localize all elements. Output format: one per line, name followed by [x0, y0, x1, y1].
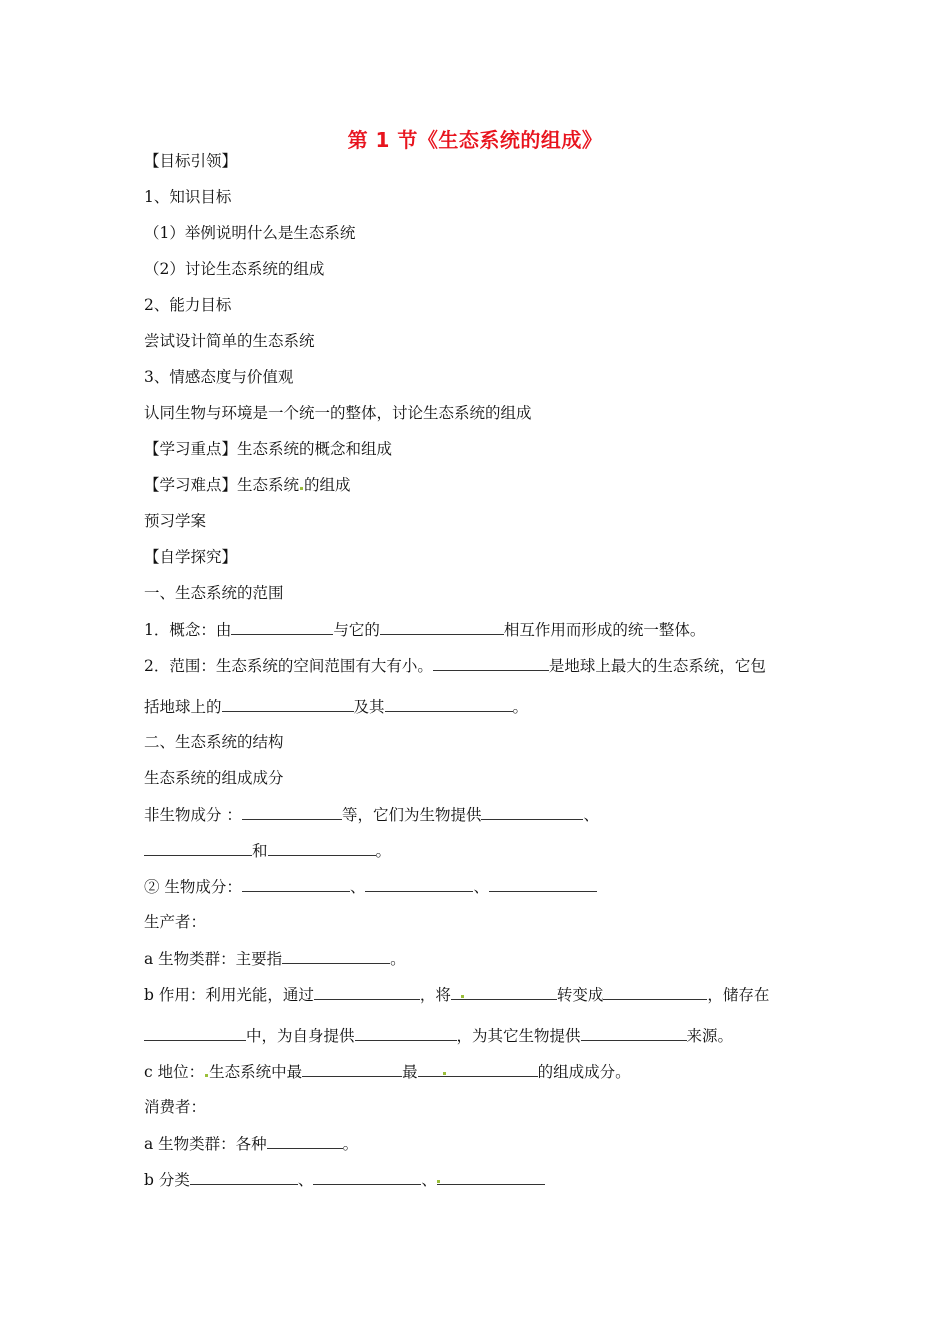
producer-role-text-e: 中，为自身提供 [246, 1027, 355, 1045]
producer-heading: 生产者： [144, 913, 207, 931]
knowledge-goal-heading: 1、知识目标 [144, 188, 232, 206]
knowledge-goal-2: （2）讨论生态系统的组成 [144, 260, 325, 278]
biotic-text-b: 、 [349, 878, 366, 896]
answer-blank[interactable] [144, 840, 252, 856]
green-dot-mark [300, 487, 303, 490]
producer-role-text-c: 转变成 [556, 986, 604, 1004]
abiotic-line [144, 804, 599, 825]
biotic-line [144, 876, 597, 897]
ability-goal-heading: 2、能力目标 [144, 296, 232, 314]
producer-role-line [144, 984, 769, 1005]
answer-blank[interactable] [242, 876, 350, 892]
answer-blank[interactable] [313, 1169, 421, 1185]
answer-blank[interactable] [385, 696, 513, 712]
answer-blank[interactable] [222, 696, 354, 712]
producer-role-text-d: ，储存在 [707, 986, 770, 1004]
producer-role-text-g: 来源。 [686, 1027, 734, 1045]
answer-blank[interactable] [314, 984, 420, 1000]
knowledge-goal-1: （1）举例说明什么是生态系统 [144, 224, 356, 242]
section-heading-goals: 【目标引领】 [144, 152, 238, 170]
answer-blank[interactable] [380, 619, 504, 635]
difficulty-text-b: 的组成 [304, 476, 351, 494]
answer-blank[interactable] [481, 804, 583, 820]
producer-position-text-c: 最 [402, 1063, 418, 1081]
producer-role-text-f: ，为其它生物提供 [456, 1027, 581, 1045]
consumer-heading: 消费者： [144, 1098, 207, 1116]
green-dot-mark [437, 1180, 440, 1183]
answer-blank[interactable] [242, 804, 342, 820]
ability-goal-text: 尝试设计简单的生态系统 [144, 332, 315, 350]
answer-blank[interactable] [433, 655, 549, 671]
concept-text-c: 相互作用而形成的统一整体。 [503, 621, 706, 639]
page-title: 第 1 节《生态系统的组成》 [347, 128, 603, 152]
concept-line [144, 619, 705, 640]
abiotic-text-a: 非生物成分 ： [144, 806, 242, 824]
attitude-goal-heading: 3、情感态度与价值观 [144, 368, 294, 386]
scope-text-d: 及其 [353, 698, 385, 716]
answer-blank[interactable] [437, 1169, 545, 1185]
producer-group-text-a: a 生物类群：主要指 [144, 950, 283, 968]
green-dot-mark [443, 1072, 446, 1075]
preview-heading: 预习学案 [144, 512, 207, 530]
abiotic-text-e: 。 [375, 842, 392, 860]
self-study-heading: 【自学探究】 [144, 548, 238, 566]
green-dot-mark [205, 1074, 208, 1077]
producer-position-line [144, 1061, 631, 1082]
abiotic-line-continued [144, 840, 391, 861]
abiotic-text-c: 、 [583, 806, 599, 824]
answer-blank[interactable] [268, 840, 376, 856]
answer-blank[interactable] [267, 1133, 343, 1149]
consumer-group-text-b: 。 [342, 1135, 359, 1153]
answer-blank[interactable] [365, 876, 473, 892]
consumer-group-line [144, 1133, 358, 1154]
abiotic-text-d: 和 [252, 842, 268, 860]
answer-blank[interactable] [282, 948, 390, 964]
difficulty-line [144, 475, 351, 495]
answer-blank[interactable] [355, 1025, 457, 1041]
scope-line-continued [144, 696, 528, 717]
answer-blank[interactable] [144, 1025, 246, 1041]
producer-role-text-a: b 作用：利用光能，通过 [144, 986, 314, 1004]
scope-text-a: 2．范围：生态系统的空间范围有大有小。 [144, 657, 433, 675]
abiotic-text-b: 等，它们为生物提供 [341, 806, 482, 824]
producer-position-text-d: 的组成成分。 [537, 1063, 631, 1081]
producer-group-line [144, 948, 406, 969]
scope-text-e: 。 [512, 698, 529, 716]
biotic-text-c: 、 [473, 878, 489, 896]
producer-role-text-b: ，将 [419, 986, 451, 1004]
components-heading: 生态系统的组成成分 [144, 769, 284, 787]
consumer-group-text-a: a 生物类群：各种 [144, 1135, 267, 1153]
answer-blank[interactable] [231, 619, 333, 635]
answer-blank[interactable] [302, 1061, 402, 1077]
consumer-class-text-c: 、 [421, 1171, 437, 1189]
answer-blank[interactable] [603, 984, 707, 1000]
consumer-class-text-b: 、 [297, 1171, 314, 1189]
difficulty-text-a: 【学习难点】生态系统 [144, 476, 300, 494]
scope-text-b: 是地球上最大的生态系统，它包 [548, 657, 766, 675]
section-one-heading: 一、生态系统的范围 [144, 584, 284, 602]
green-dot-mark [461, 995, 464, 998]
biotic-text-a: ② 生物成分： [144, 878, 242, 896]
consumer-class-text-a: b 分类 [144, 1171, 190, 1189]
concept-text-b: 与它的 [333, 621, 380, 639]
producer-position-text-b: 生态系统中最 [209, 1063, 303, 1081]
answer-blank[interactable] [581, 1025, 687, 1041]
answer-blank[interactable] [451, 984, 557, 1000]
scope-line [144, 655, 766, 676]
key-point-line: 【学习重点】生态系统的概念和组成 [144, 440, 393, 458]
answer-blank[interactable] [489, 876, 597, 892]
concept-text-a: 1．概念：由 [144, 621, 232, 639]
scope-text-c: 括地球上的 [144, 698, 222, 716]
section-two-heading: 二、生态系统的结构 [144, 733, 284, 751]
producer-role-line-continued [144, 1025, 733, 1046]
consumer-classification-line [144, 1169, 545, 1190]
producer-position-text-a: c 地位： [144, 1063, 205, 1081]
attitude-goal-text: 认同生物与环境是一个统一的整体，讨论生态系统的组成 [144, 404, 532, 422]
answer-blank[interactable] [190, 1169, 298, 1185]
answer-blank[interactable] [418, 1061, 538, 1077]
producer-group-text-b: 。 [390, 950, 406, 968]
